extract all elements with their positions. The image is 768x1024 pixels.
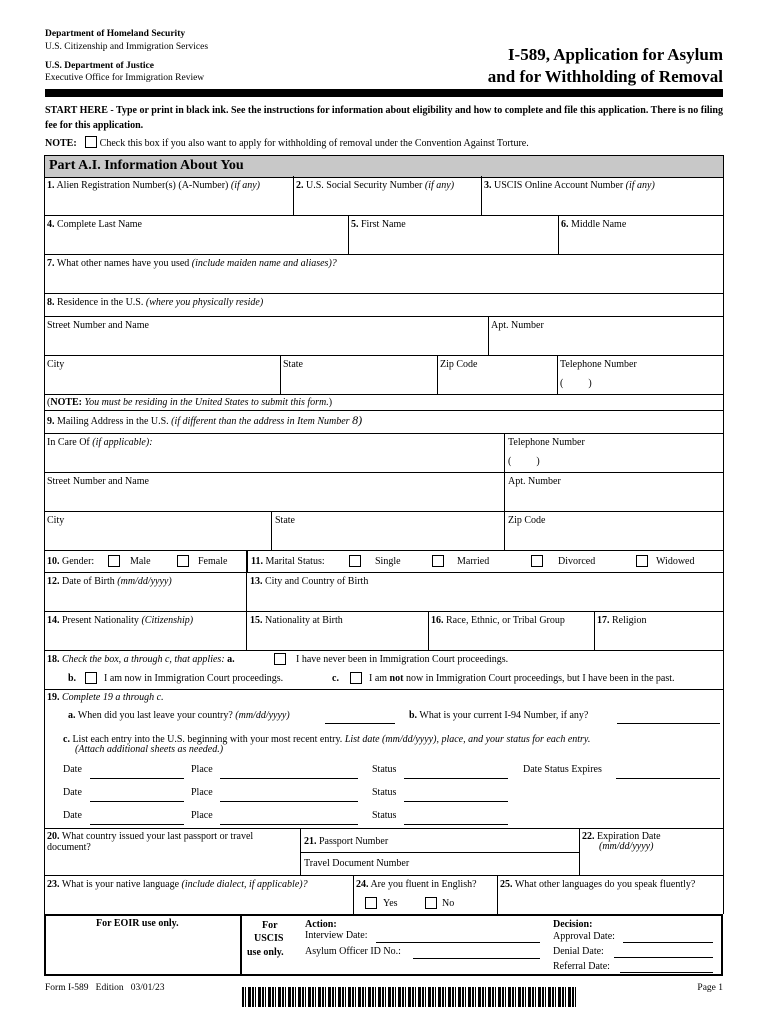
decision-label: Decision: [553,919,593,930]
expiration-hint: (mm/dd/yyyy) [599,841,654,852]
res-state-input[interactable] [283,374,438,394]
marital-widowed-label: Widowed [656,556,695,567]
entry-status-input[interactable] [404,762,512,780]
a-number-label: 1. Alien Registration Number(s) (A-Number) (if any) [47,180,261,191]
res-apt-input[interactable] [491,335,724,355]
action-label: Action: [305,919,337,930]
gender-female-label: Female [198,556,228,567]
marital-widowed-checkbox[interactable] [636,555,648,567]
native-language-input[interactable] [47,894,354,914]
mail-apt-input[interactable] [508,491,724,511]
english-no-label: No [442,898,455,909]
start-here-text: START HERE - Type or print in black ink. See the instructions for information about eligibility and how to complete and file this application. There is no filing fee for this application. [45,105,723,131]
passport-country-label: 20. What country issued your last passport or travel document? [47,831,254,853]
gender-male-checkbox[interactable] [108,555,120,567]
entry-status-input[interactable] [404,808,512,826]
other-languages-input[interactable] [500,894,724,914]
court-c-checkbox[interactable] [350,672,362,684]
res-city-input[interactable] [47,374,281,394]
court-question: 18. Check the box, a through c, that applies: a. [47,654,235,665]
res-apt-label: Apt. Number [491,320,544,331]
last-left-label: a. When did you last leave your country? (mm/dd/yyyy) [68,710,290,721]
first-name-label: 5. First Name [351,219,406,230]
uscis-account-label: 3. USCIS Online Account Number (if any) [484,180,655,191]
marital-single-label: Single [375,556,401,567]
marital-label: 11. Marital Status: [251,556,325,567]
approval-date-label: Approval Date: [553,931,615,942]
header-rule [45,89,723,97]
marital-divorced-checkbox[interactable] [531,555,543,567]
ethnic-group-label: 16. Race, Ethnic, or Tribal Group [431,615,565,626]
passport-country-input[interactable] [47,855,301,875]
nationality-label: 14. Present Nationality (Citizenship) [47,615,194,626]
mail-street-label: Street Number and Name [47,476,149,487]
mail-zip-input[interactable] [508,530,724,550]
marital-married-checkbox[interactable] [432,555,444,567]
entry-status-label: Status [372,810,397,821]
court-c-label: I am not now in Immigration Court proceedings, but I have been in the past. [369,673,675,684]
middle-name-input[interactable] [561,234,724,254]
entry-place-input[interactable] [220,762,362,780]
other-names-label: 7. What other names have you used (include maiden name and aliases)? [47,258,337,269]
res-city-label: City [47,359,65,370]
travel-doc-label: Travel Document Number [304,858,410,869]
court-b-checkbox[interactable] [85,672,97,684]
expiration-label: 22. Expiration Date [582,831,661,842]
english-no-checkbox[interactable] [425,897,437,909]
uscis-account-input[interactable] [484,195,724,215]
page-number: Page 1 [697,983,723,993]
passport-number-input[interactable] [405,832,579,852]
res-zip-label: Zip Code [440,359,478,370]
entry-date-label: Date [63,810,82,821]
res-street-label: Street Number and Name [47,320,149,331]
note-label: NOTE: [45,138,77,149]
last-name-input[interactable] [47,234,349,254]
marital-divorced-label: Divorced [558,556,596,567]
other-names-input[interactable] [47,273,724,293]
entry-place-input[interactable] [220,785,362,803]
care-of-input[interactable] [47,452,505,472]
residence-label: 8. Residence in the U.S. (where you physically reside) [47,297,264,308]
ssn-label: 2. U.S. Social Security Number (if any) [296,180,455,191]
birthplace-label: 13. City and Country of Birth [250,576,369,587]
religion-input[interactable] [597,630,724,650]
mail-phone-area[interactable]: ( ) [508,456,540,467]
entry-date-input[interactable] [90,808,188,826]
court-c-letter: c. [332,673,339,684]
dept-dhs: Department of Homeland Security [45,29,186,39]
mail-phone-label: Telephone Number [508,437,585,448]
interview-date-label: Interview Date: [305,930,368,941]
english-yes-label: Yes [383,898,398,909]
middle-name-label: 6. Middle Name [561,219,627,230]
cat-note [45,136,529,149]
passport-number-label: 21. Passport Number [304,836,389,847]
dept-doj: U.S. Department of Justice [45,61,154,71]
native-language-label: 23. What is your native language (include dialect, if applicable)? [47,879,308,890]
entry-question: 19. Complete 19 a through c. [47,692,164,703]
court-a-checkbox[interactable] [274,653,286,665]
referral-date-label: Referral Date: [553,961,610,972]
entry-place-input[interactable] [220,808,362,826]
mailing-label: 9. Mailing Address in the U.S. (if different than the address in Item Number 8) [47,413,363,427]
res-phone-label: Telephone Number [560,359,637,370]
part-a1-bar [44,155,724,178]
entry-place-label: Place [191,810,213,821]
form-edition: Form I-589 Edition 03/01/23 [45,983,165,993]
ssn-input[interactable] [296,195,482,215]
cat-checkbox[interactable] [85,136,97,148]
i94-label: b. What is your current I-94 Number, if any? [409,710,589,721]
religion-label: 17. Religion [597,615,647,626]
entry-date-input[interactable] [90,785,188,803]
other-languages-label: 25. What other languages do you speak fluently? [500,879,696,890]
i94-input[interactable] [617,707,724,725]
last-left-input[interactable] [325,707,399,725]
mail-street-input[interactable] [47,491,505,511]
gender-male-label: Male [130,556,151,567]
barcode [242,987,578,1007]
entry-place-label: Place [191,764,213,775]
gender-label: 10. Gender: [47,556,95,567]
mail-state-input[interactable] [275,530,505,550]
entry-place-label: Place [191,787,213,798]
expiration-input[interactable] [582,855,724,875]
eoir-use-label: For EOIR use only. [96,918,179,929]
date-status-expires-input[interactable] [616,762,724,780]
mail-state-label: State [275,515,295,526]
court-b-label: I am now in Immigration Court proceedings. [104,673,284,684]
entry-date-input[interactable] [90,762,188,780]
entry-status-label: Status [372,787,397,798]
care-of-label: In Care Of (if applicable): [47,437,153,448]
mail-zip-label: Zip Code [508,515,546,526]
entry-status-input[interactable] [404,785,512,803]
court-a-label: I have never been in Immigration Court proceedings. [296,654,509,665]
uscis-use-label-1: For [262,920,278,931]
birthplace-input[interactable] [250,591,724,611]
ethnic-group-input[interactable] [431,630,595,650]
residence-note: (NOTE: You must be residing in the United States to submit this form.) [47,397,333,408]
entry-date-label: Date [63,764,82,775]
cat-note-text: Check this box if you also want to apply for withholding of removal under the Convention Against Torture. [99,138,529,149]
entries-instructions: c. List each entry into the U.S. beginning with your most recent entry. List date (mm/dd/yyyy), place, and your status for each entry. [63,734,591,745]
entry-date-label: Date [63,787,82,798]
res-state-label: State [283,359,303,370]
court-b-letter: b. [68,673,77,684]
mail-city-label: City [47,515,65,526]
marital-single-checkbox[interactable] [349,555,361,567]
uscis-use-label-3: use only. [247,947,284,958]
entry-status-label: Status [372,764,397,775]
res-zip-input[interactable] [440,374,558,394]
uscis-use-label-2: USCIS [254,933,284,944]
mail-city-input[interactable] [47,530,272,550]
english-fluent-label: 24. Are you fluent in English? [356,879,477,890]
form-title-line1: I-589, Application for Asylum [507,45,723,64]
res-phone-area[interactable]: ( ) [560,378,592,389]
agency-uscis: U.S. Citizenship and Immigration Services [45,42,209,52]
first-name-input[interactable] [351,234,559,254]
entries-attach-note: (Attach additional sheets as needed.) [75,744,224,755]
mail-apt-label: Apt. Number [508,476,561,487]
dob-label: 12. Date of Birth (mm/dd/yyyy) [47,576,172,587]
nationality-birth-label: 15. Nationality at Birth [250,615,343,626]
gender-female-checkbox[interactable] [177,555,189,567]
nationality-birth-input[interactable] [250,630,429,650]
last-name-label: 4. Complete Last Name [47,219,142,230]
officer-id-label: Asylum Officer ID No.: [305,946,401,957]
form-title-line2: and for Withholding of Removal [487,67,723,86]
nationality-input[interactable] [47,630,247,650]
res-street-input[interactable] [47,335,489,355]
english-yes-checkbox[interactable] [365,897,377,909]
a-number-input[interactable] [47,195,294,215]
denial-date-label: Denial Date: [553,946,604,957]
marital-married-label: Married [457,556,490,567]
date-status-expires-label: Date Status Expires [523,764,602,775]
travel-doc-input[interactable] [430,855,579,875]
part-a1-title: Part A.I. Information About You [49,158,244,173]
agency-eoir: Executive Office for Immigration Review [45,73,205,83]
dob-input[interactable] [47,591,247,611]
